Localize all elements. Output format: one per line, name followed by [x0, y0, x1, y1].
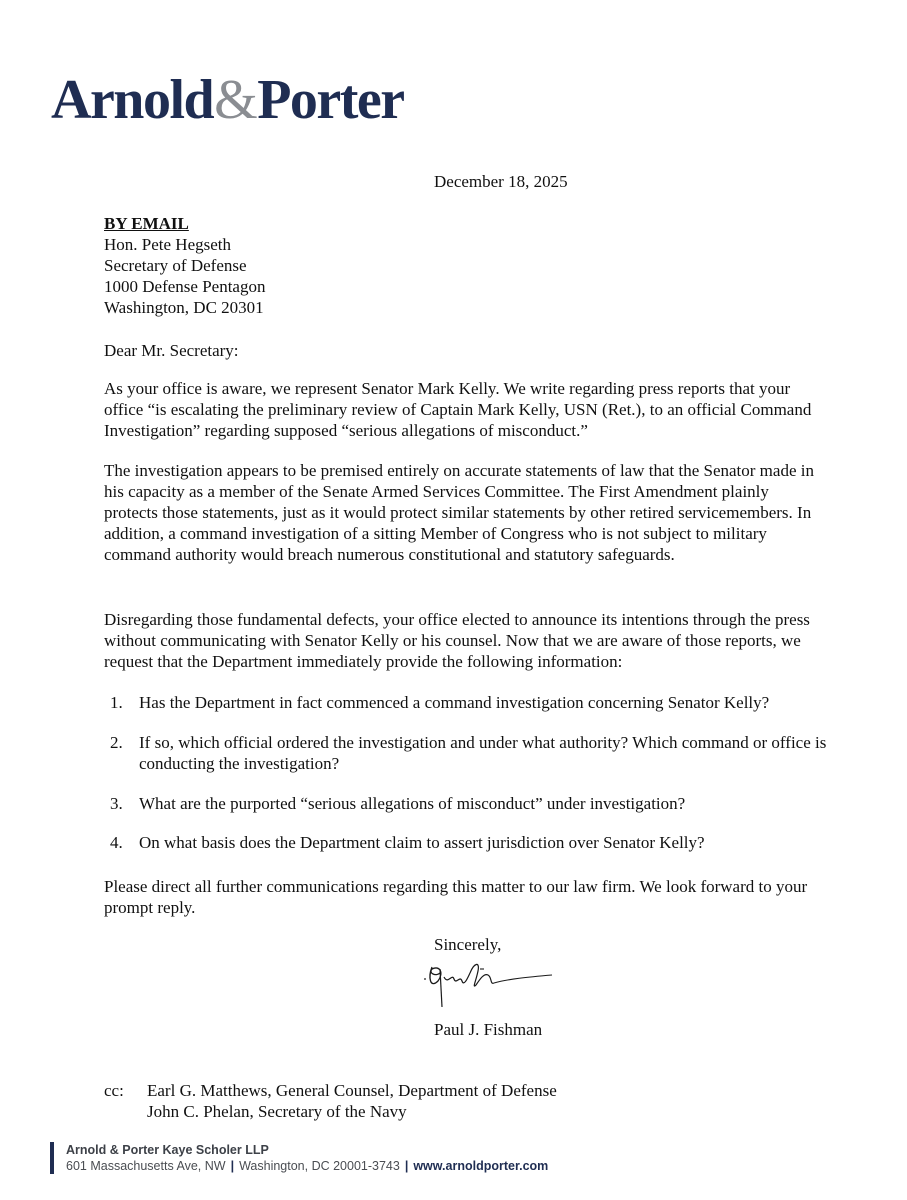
- question-number: 4.: [110, 833, 123, 852]
- cc-recipient: Earl G. Matthews, General Counsel, Department of Defense: [147, 1081, 557, 1100]
- firm-logo: [51, 68, 404, 132]
- question-item: [104, 793, 834, 814]
- letter-date: December 18, 2025: [434, 172, 568, 191]
- cc-label: cc:: [104, 1081, 124, 1100]
- question-text: Has the Department in fact commenced a command investigation concerning Senator Kelly?: [139, 693, 770, 712]
- footer-accent-bar: [50, 1142, 54, 1174]
- recipient-street: 1000 Defense Pentagon: [104, 277, 266, 296]
- question-number: 1.: [110, 693, 123, 712]
- footer-website-link[interactable]: www.arnoldporter.com: [413, 1159, 549, 1173]
- question-number: 3.: [110, 794, 123, 813]
- cc-recipients: [147, 1080, 557, 1122]
- question-text: If so, which official ordered the investigation and under what authority? Which command or office is conducting the investigation?: [139, 733, 827, 773]
- footer-separator: |: [404, 1159, 409, 1173]
- cc-recipient: John C. Phelan, Secretary of the Navy: [147, 1102, 407, 1121]
- question-item: [104, 732, 834, 774]
- paragraph-request: Disregarding those fundamental defects, your office elected to announce its intentions through the press without communicating with Senator Kelly or his counsel. Now that we are aware of those reports, we request that the Department immediately provide the following information:: [104, 610, 810, 671]
- recipient-city: Washington, DC 20301: [104, 298, 264, 317]
- logo-word-porter: Porter: [257, 69, 404, 131]
- signer-name: Paul J. Fishman: [434, 1020, 543, 1039]
- logo-ampersand: &: [214, 69, 257, 131]
- question-item: [104, 832, 834, 853]
- paragraph-closing: Please direct all further communications regarding this matter to our law firm. We look forward to your prompt reply.: [104, 877, 808, 917]
- question-number: 2.: [110, 733, 123, 752]
- paragraph-intro: As your office is aware, we represent Senator Mark Kelly. We write regarding press reports that your office “is escalating the preliminary review of Captain Mark Kelly, USN (Ret.), to an official Command Investigation” regarding supposed “serious allegations of misconduct.”: [104, 379, 812, 440]
- logo-word-arnold: Arnold: [51, 69, 214, 131]
- footer-address: 601 Massachusetts Ave, NW: [66, 1159, 226, 1173]
- footer-separator: |: [230, 1159, 235, 1173]
- salutation: Dear Mr. Secretary:: [104, 341, 239, 360]
- question-item: [104, 692, 834, 713]
- letterhead-footer: [66, 1142, 548, 1174]
- question-text: What are the purported “serious allegations of misconduct” under investigation?: [139, 794, 686, 813]
- footer-city: Washington, DC 20001-3743: [239, 1159, 400, 1173]
- recipient-title: Secretary of Defense: [104, 256, 247, 275]
- question-text: On what basis does the Department claim to assert jurisdiction over Senator Kelly?: [139, 833, 705, 852]
- handwritten-signature: [418, 955, 558, 1011]
- recipient-address-block: [104, 213, 265, 318]
- complimentary-close: Sincerely,: [434, 935, 502, 954]
- delivery-method: BY EMAIL: [104, 214, 189, 233]
- footer-firm-name: Arnold & Porter Kaye Scholer LLP: [66, 1143, 269, 1157]
- paragraph-legal-basis: The investigation appears to be premised entirely on accurate statements of law that the Senator made in his capacity as a member of the Senate Armed Services Committee. The First Amendment plainly protects those statements, just as it would protect similar statements by other retired servicemembers. In addition, a command investigation of a sitting Member of Congress who is not subject to military command authority would breach numerous constitutional and statutory safeguards.: [104, 461, 814, 564]
- recipient-name: Hon. Pete Hegseth: [104, 235, 232, 254]
